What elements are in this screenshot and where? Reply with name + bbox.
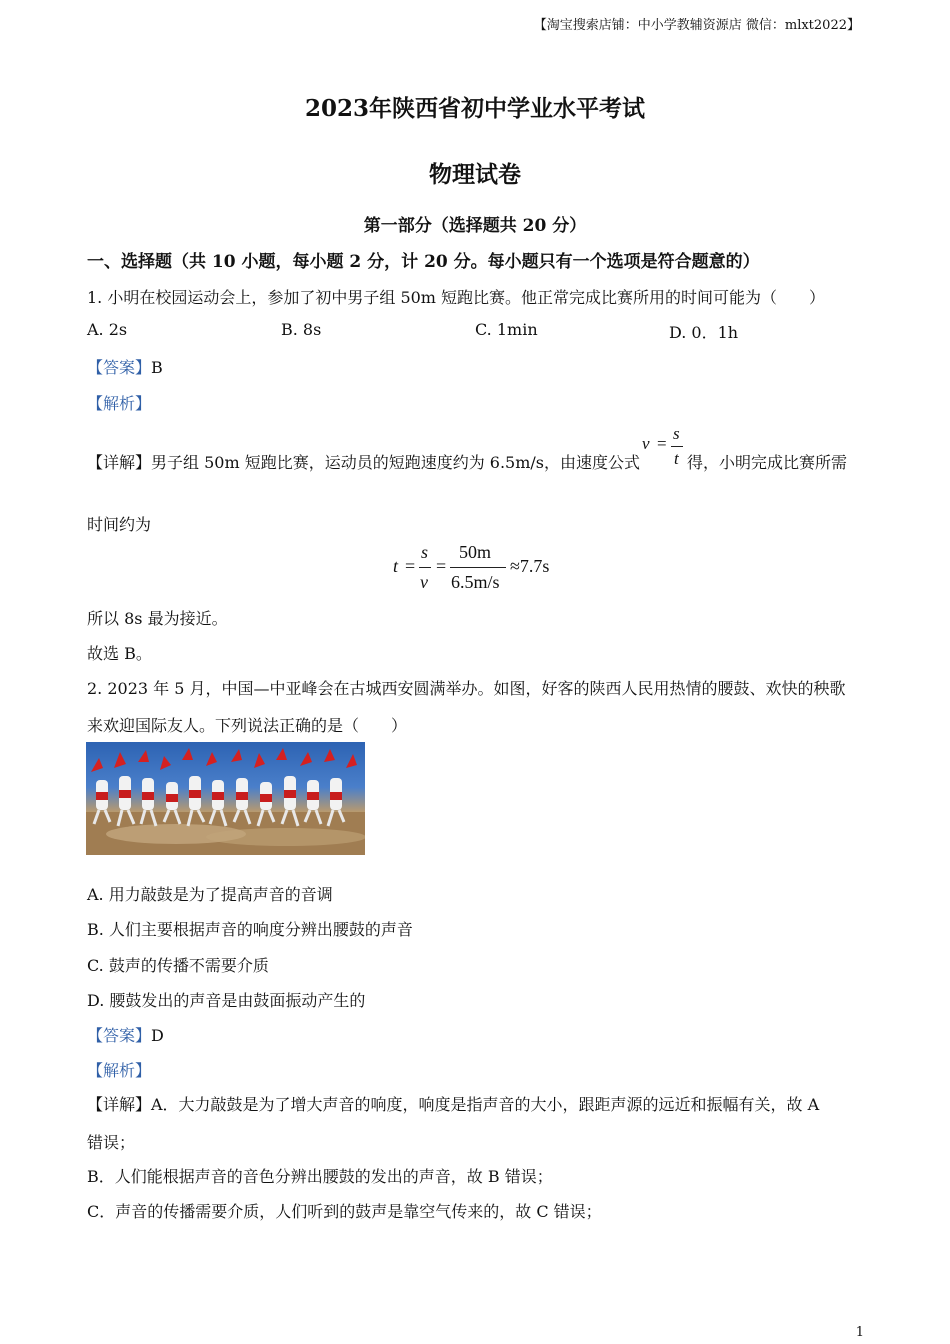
q1-detail-a: 【详解】男子组 50m 短跑比赛，运动员的短跑速度约为 6.5m/s，由速度公式 <box>87 453 641 472</box>
formula-den1: v <box>420 572 428 592</box>
header-note: 【淘宝搜索店铺：中小学教辅资源店 微信：mlxt2022】 <box>533 18 860 33</box>
exam-subtitle: 物理试卷 <box>429 161 521 188</box>
q1-detail-b: 得，小明完成比赛所需 <box>687 453 848 472</box>
q1-analysis-tag: 【解析】 <box>87 394 152 413</box>
fraction-bar-1 <box>419 567 431 568</box>
q2-option-d: D. 腰鼓发出的声音是由鼓面振动产生的 <box>87 991 366 1010</box>
formula-result: ≈7.7s <box>510 556 550 576</box>
q2-detail-a-line2: 错误； <box>87 1133 136 1152</box>
q2-option-c: C. 鼓声的传播不需要介质 <box>87 956 269 975</box>
q1-answer <box>87 355 163 378</box>
q1-option-c: C. 1min <box>475 320 538 339</box>
q2-answer <box>87 1023 164 1046</box>
answer-value: D <box>151 1026 164 1045</box>
q2-detail-a-line1: 【详解】A．大力敲鼓是为了增大声音的响度，响度是指声音的大小，跟距声源的远近和振幅有关，故 A <box>87 1095 820 1114</box>
formula-den2: 6.5m/s <box>451 572 500 592</box>
formula-num1: s <box>421 542 429 562</box>
part-title: 第一部分（选择题共 20 分） <box>363 216 587 236</box>
time-formula <box>393 541 563 595</box>
answer-tag: 【答案】 <box>87 1026 152 1045</box>
q2-detail-c: C．声音的传播需要介质，人们听到的鼓声是靠空气传来的，故 C 错误； <box>87 1202 602 1221</box>
q1-conclusion: 所以 8s 最为接近。 <box>87 609 228 628</box>
formula-den: t <box>674 449 679 468</box>
q2-option-a: A. 用力敲鼓是为了提高声音的音调 <box>87 885 333 904</box>
q2-stem-2: 来欢迎国际友人。下列说法正确的是（ ） <box>87 716 408 735</box>
answer-value: B <box>151 358 163 377</box>
formula-eq: = <box>657 434 667 453</box>
section-title: 一、选择题（共 10 小题，每小题 2 分，计 20 分。每小题只有一个选项是符合题意的） <box>87 252 760 272</box>
q1-option-d: D. 0．1h <box>669 323 739 342</box>
dancers-illustration <box>86 742 365 855</box>
formula-t: t <box>393 556 399 576</box>
page-number: 1 <box>855 1325 864 1340</box>
formula-eq1: = <box>405 556 416 576</box>
q1-choose: 故选 B。 <box>87 644 152 663</box>
fraction-bar-2 <box>450 567 506 568</box>
q1-option-a: A. 2s <box>87 320 128 339</box>
formula-eq2: = <box>436 556 447 576</box>
q2-analysis-tag: 【解析】 <box>87 1061 152 1080</box>
q1-option-b: B. 8s <box>281 320 322 339</box>
formula-num2: 50m <box>459 542 492 562</box>
q1-stem: 1. 小明在校园运动会上，参加了初中男子组 50m 短跑比赛。他正常完成比赛所用的时间可能为（ ） <box>87 288 826 307</box>
q2-stem-1: 2. 2023 年 5 月，中国—中亚峰会在古城西安圆满举办。如图，好客的陕西人民用热情的腰鼓、欢快的秧歌 <box>87 679 846 698</box>
exam-title: 2023年陕西省初中学业水平考试 <box>304 95 645 122</box>
q2-detail-b: B．人们能根据声音的音色分辨出腰鼓的发出的声音，故 B 错误； <box>87 1167 553 1186</box>
q2-option-b: B. 人们主要根据声音的响度分辨出腰鼓的声音 <box>87 920 413 939</box>
formula-num: s <box>673 424 680 443</box>
q1-detail-c: 时间约为 <box>87 515 152 534</box>
answer-tag: 【答案】 <box>87 358 152 377</box>
waist-drum-dance-photo <box>86 742 365 855</box>
fraction-bar <box>671 446 683 447</box>
speed-formula <box>642 424 686 470</box>
formula-v: v <box>642 434 650 453</box>
